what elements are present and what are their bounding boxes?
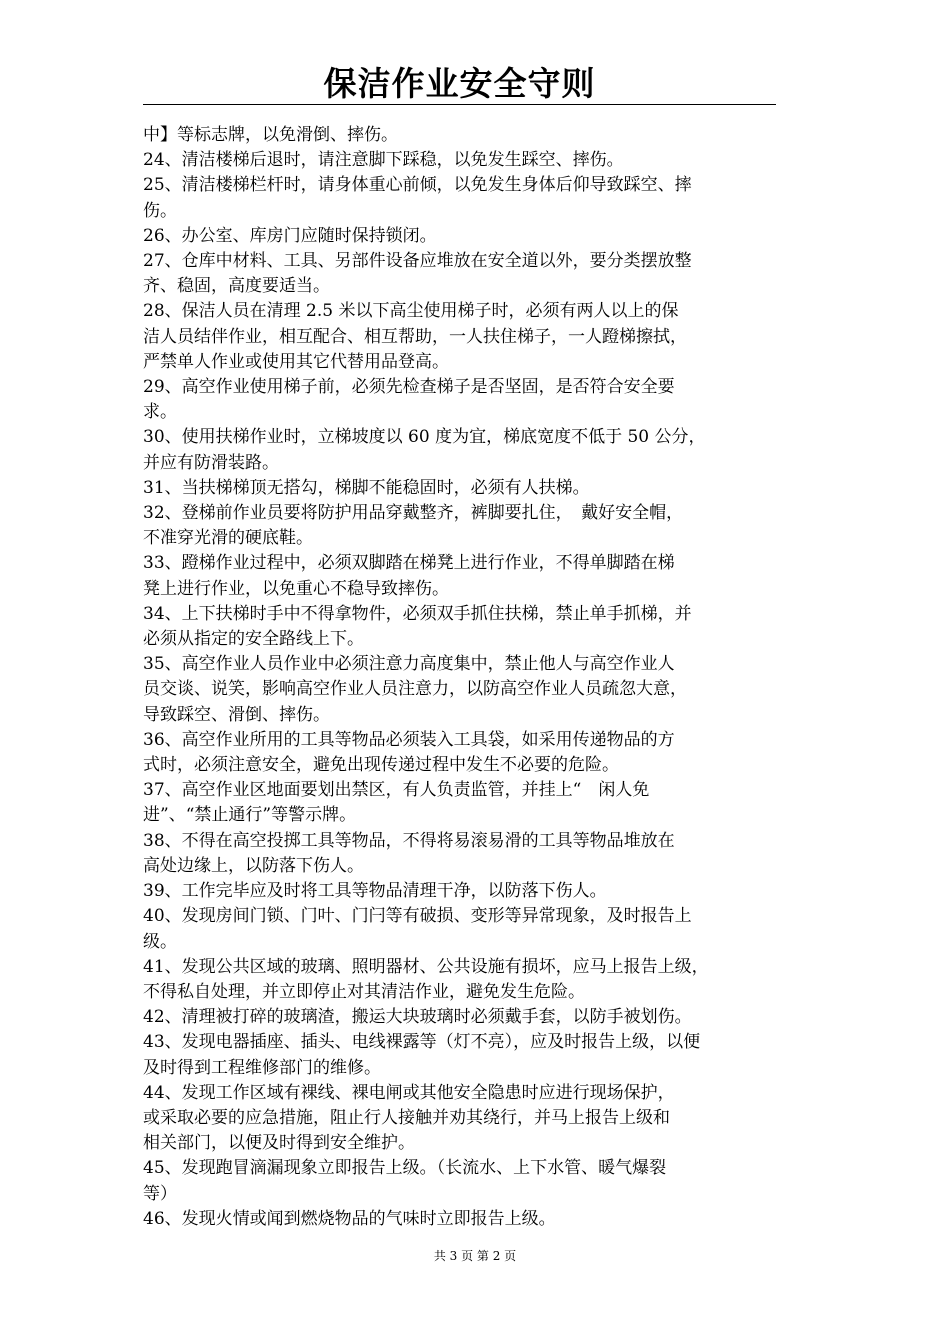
rule-line: 级。	[143, 931, 177, 952]
rule-line: 式时，必须注意安全，避免出现传递过程中发生不必要的危险。	[143, 755, 619, 776]
rule-line: 44、发现工作区域有裸线、裸电闸或其他安全隐患时应进行现场保护，	[143, 1082, 675, 1103]
rule-line: 43、发现电器插座、插头、电线裸露等（灯不亮），应及时报告上级，以便	[143, 1032, 701, 1053]
rule-line: 等）	[143, 1183, 177, 1204]
rule-line: 伤。	[143, 200, 177, 221]
rule-line: 29、高空作业使用梯子前，必须先检查梯子是否坚固，是否符合安全要	[143, 377, 675, 398]
rule-line: 高处边缘上，以防落下伤人。	[143, 855, 364, 876]
rule-line: 25、清洁楼梯栏杆时，请身体重心前倾，以免发生身体后仰导致踩空、摔	[143, 175, 692, 196]
rule-line: 严禁单人作业或使用其它代替用品登高。	[143, 351, 449, 372]
rule-line: 或采取必要的应急措施，阻止行人接触并劝其绕行，并马上报告上级和	[143, 1107, 670, 1128]
rule-line: 39、工作完毕应及时将工具等物品清理干净，以防落下伤人。	[143, 881, 607, 902]
rule-line: 相关部门，以便及时得到安全维护。	[143, 1133, 415, 1154]
rule-line: 40、发现房间门锁、门叶、门闩等有破损、变形等异常现象，及时报告上	[143, 906, 692, 927]
rule-line: 及时得到工程维修部门的维修。	[143, 1057, 381, 1078]
rule-line: 32、登梯前作业员要将防护用品穿戴整齐，裤脚要扎住， 戴好安全帽，	[143, 503, 684, 524]
rule-line: 46、发现火情或闻到燃烧物品的气味时立即报告上级。	[143, 1208, 556, 1229]
rule-line: 33、蹬梯作业过程中，必须双脚踏在梯凳上进行作业，不得单脚踏在梯	[143, 553, 675, 574]
rule-line: 进”、“禁止通行”等警示牌。	[143, 805, 357, 826]
rule-line: 不准穿光滑的硬底鞋。	[143, 528, 313, 549]
page-footer: 共 3 页 第 2 页	[433, 1249, 517, 1263]
rule-line: 45、发现跑冒滴漏现象立即报告上级。（长流水、上下水管、暖气爆裂	[143, 1158, 667, 1179]
rule-line: 41、发现公共区域的玻璃、照明器材、公共设施有损坏，应马上报告上级，	[143, 956, 709, 977]
page-header	[143, 58, 776, 105]
rule-line: 38、不得在高空投掷工具等物品，不得将易滚易滑的工具等物品堆放在	[143, 830, 675, 851]
rule-line: 并应有防滑装路。	[143, 452, 279, 473]
rule-line: 42、清理被打碎的玻璃渣，搬运大块玻璃时必须戴手套，以防手被划伤。	[143, 1007, 692, 1028]
rule-line: 36、高空作业所用的工具等物品必须装入工具袋，如采用传递物品的方	[143, 729, 675, 750]
rule-line: 28、保洁人员在清理 2.5 米以下高尘使用梯子时，必须有两人以上的保	[143, 301, 679, 322]
rule-line: 导致踩空、滑倒、摔伤。	[143, 704, 330, 725]
rule-line: 齐、稳固，高度要适当。	[143, 276, 330, 297]
rule-line: 员交谈、说笑，影响高空作业人员注意力，以防高空作业人员疏忽大意，	[143, 679, 687, 700]
rule-line: 24、清洁楼梯后退时，请注意脚下踩稳，以免发生踩空、摔伤。	[143, 150, 624, 171]
rule-line: 洁人员结伴作业，相互配合、相互帮助，一人扶住梯子，一人蹬梯擦拭，	[143, 326, 687, 347]
rule-line: 必须从指定的安全路线上下。	[143, 629, 364, 650]
rule-line: 不得私自处理，并立即停止对其清洁作业，避免发生危险。	[143, 981, 585, 1002]
rule-line: 31、当扶梯梯顶无搭勾，梯脚不能稳固时，必须有人扶梯。	[143, 477, 590, 498]
rule-line: 中】等标志牌，以免滑倒、摔伤。	[143, 125, 398, 145]
rule-line: 凳上进行作业，以免重心不稳导致摔伤。	[143, 578, 449, 599]
page-title: 保洁作业安全守则	[323, 64, 596, 103]
rule-line: 37、高空作业区地面要划出禁区，有人负责监管，并挂上“ 闲人免	[143, 780, 650, 801]
rule-line: 求。	[143, 402, 177, 423]
rule-line: 26、办公室、库房门应随时保持锁闭。	[143, 225, 437, 246]
rule-line: 30、使用扶梯作业时，立梯坡度以 60 度为宜，梯底宽度不低于 50 公分，	[143, 427, 706, 448]
rule-line: 34、上下扶梯时手中不得拿物件，必须双手抓住扶梯，禁止单手抓梯，并	[143, 603, 692, 624]
rule-line: 27、仓库中材料、工具、另部件设备应堆放在安全道以外，要分类摆放整	[143, 251, 692, 272]
rule-line: 35、高空作业人员作业中必须注意力高度集中，禁止他人与高空作业人	[143, 654, 675, 675]
document-body	[143, 123, 783, 1232]
